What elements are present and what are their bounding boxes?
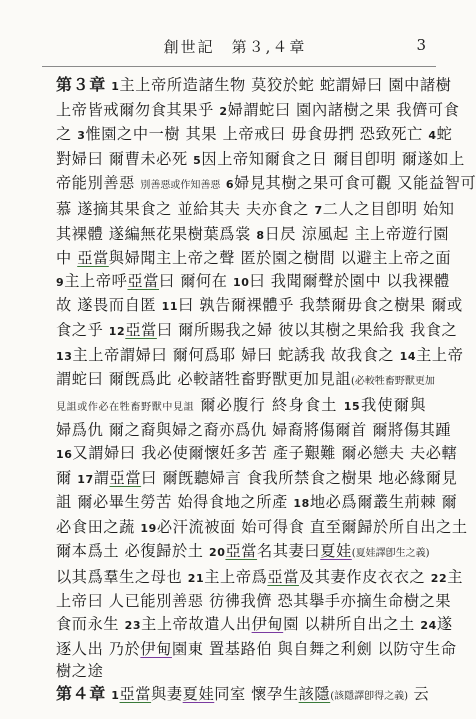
text-line: 第４章 1亞當與妻夏娃同室 懷孕生該隱(該隱譯卽得之義) 云 xyxy=(56,683,430,703)
running-title: 創世記 第３,４章 xyxy=(163,38,307,56)
proper-name: 亞當 xyxy=(119,684,152,703)
text-line: 慕 遂摘其果食之 並給其夫 夫亦食之 7二人之目卽明 始知 xyxy=(56,199,455,218)
proper-name: 亞當 xyxy=(127,271,159,290)
text-line: 婦爲仇 爾之裔與婦之裔亦爲仇 婦裔將傷爾首 爾將傷其踵 xyxy=(56,421,452,440)
text-line: 上帝曰 人已能別善惡 彷彿我儕 恐其擧手亦摘生命樹之果 xyxy=(56,592,452,611)
text-line: 詛 爾必畢生勞苦 始得食地之所產 18地必爲爾叢生荊棘 爾 xyxy=(56,493,458,512)
text-line: 見詛或作必在牲畜野獸中見詛 爾必腹行 終身食土 15我使爾與 xyxy=(56,395,426,414)
verse-number: 6 xyxy=(225,178,235,192)
verse-number: 20 xyxy=(208,546,226,560)
text-line: 爾 17謂亞當曰 爾旣聽婦言 食我所禁食之樹果 地必緣爾見 xyxy=(56,468,458,487)
text-line: 食之乎 12亞當曰 爾所賜我之婦 彼以其樹之果給我 我食之 xyxy=(56,320,458,339)
text-line: 食而永生 23主上帝故遣人出伊甸園 以耕所自出之土 24遂 xyxy=(56,615,453,634)
text-line: 謂蛇曰 爾旣爲此 必較諸牲畜野獸更加見詛(必較牲畜野獸更加 xyxy=(56,370,435,389)
verse-number: 12 xyxy=(108,324,126,338)
text-line: 對婦曰 爾曹未必死 5因上帝知爾食之日 爾目卽明 爾遂如上 xyxy=(56,149,465,168)
proper-name: 伊甸 xyxy=(251,615,284,634)
verse-number: 19 xyxy=(140,521,157,535)
text-line: 樹之途 xyxy=(56,662,104,681)
footnote-gloss: 見詛或作必在牲畜野獸中見詛 xyxy=(56,401,195,413)
verse-number: 11 xyxy=(161,300,179,314)
text-line: 必食田之蔬 19必汗流被面 始可得食 直至爾歸於所自出之土 xyxy=(56,517,468,536)
verse-number: 1 xyxy=(111,688,120,702)
text-line: 其裸體 遂編無花果樹葉爲裳 8日昃 涼風起 主上帝遊行園 xyxy=(56,224,450,243)
verse-number: 24 xyxy=(420,619,437,633)
verse-number: 7 xyxy=(314,203,323,217)
proper-name: 亞當 xyxy=(109,468,142,487)
proper-name: 亞當 xyxy=(225,542,258,561)
verse-number: 21 xyxy=(187,571,205,585)
verse-number: 17 xyxy=(77,472,94,486)
text-line: 第３章 1主上帝所造諸生物 莫狡於蛇 蛇謂婦曰 園中諸樹 xyxy=(56,75,452,94)
verse-number: 15 xyxy=(343,399,361,413)
text-line: 逐人出 乃於伊甸園東 置基路伯 與自舞之利劍 以防守生命 xyxy=(56,639,457,658)
proper-name: 該隱 xyxy=(298,684,331,703)
page-number: 3 xyxy=(416,36,426,54)
proper-name: 夏娃 xyxy=(320,542,352,561)
proper-name: 伊甸 xyxy=(140,639,172,658)
scripture-text xyxy=(56,74,476,708)
footnote-gloss: (必較牲畜野獸更加 xyxy=(351,376,435,388)
verse-number: 9 xyxy=(56,275,65,289)
verse-number: 4 xyxy=(428,129,437,143)
verse-number: 22 xyxy=(430,571,448,585)
verse-number: 14 xyxy=(399,349,417,363)
verse-number: 18 xyxy=(293,497,310,511)
verse-number: 16 xyxy=(56,447,73,461)
footnote-gloss: (夏娃譯卽生之義) xyxy=(351,548,430,560)
proper-name: 夏娃 xyxy=(182,684,215,703)
footnote-gloss: (該隱譯卽得之義) xyxy=(330,690,409,702)
text-line: 故 遂畏而自匿 11曰 孰告爾裸體乎 我禁爾毋食之樹果 爾或 xyxy=(56,296,463,315)
text-line: 爾本爲土 必復歸於土 20亞當名其妻曰夏娃(夏娃譯卽生之義) xyxy=(56,542,430,561)
verse-number: 23 xyxy=(124,619,142,633)
verse-number: 3 xyxy=(77,129,86,143)
footnote-gloss: 別善惡或作知善惡 xyxy=(140,180,221,192)
verse-number: 2 xyxy=(219,104,228,118)
chapter-heading: 第３章 xyxy=(56,75,106,94)
text-line: 16又謂婦曰 我必使爾懷妊多苦 產子艱難 爾必戀夫 夫必轄 xyxy=(56,443,458,462)
chapter-heading: 第４章 xyxy=(56,683,106,703)
proper-name: 亞當 xyxy=(125,320,157,339)
proper-name: 亞當 xyxy=(267,567,299,586)
text-line: 以其爲羣生之母也 21主上帝爲亞當及其妻作皮衣衣之 22主 xyxy=(56,567,464,586)
text-line: 上帝皆戒爾勿食其果乎 2婦謂蛇曰 園內諸樹之果 我儕可食 xyxy=(56,100,460,119)
text-line: 之 3惟園之中一樹 其果 上帝戒曰 毋食毋捫 恐致死亡 4蛇 xyxy=(56,125,453,144)
proper-name: 亞當 xyxy=(77,249,109,268)
verse-number: 10 xyxy=(233,275,250,289)
verse-number: 8 xyxy=(256,228,265,242)
verse-number: 5 xyxy=(193,153,202,167)
text-line: 中 亞當與婦聞主上帝之聲 匿於園之樹間 以避主上帝之面 xyxy=(56,249,452,268)
header-rule xyxy=(42,66,436,67)
verse-number: 1 xyxy=(111,80,120,93)
verse-number: 13 xyxy=(56,349,73,363)
text-line: 13主上帝謂婦曰 爾何爲耶 婦曰 蛇誘我 故我食之 14主上帝 xyxy=(56,345,464,364)
text-line: 9主上帝呼亞當曰 爾何在 10曰 我聞爾聲於園中 以我裸體 xyxy=(56,271,450,290)
text-line: 帝能別善惡 別善惡或作知善惡 6婦見其樹之果可食可觀 又能益智可 xyxy=(56,174,476,193)
page-header xyxy=(0,34,470,58)
